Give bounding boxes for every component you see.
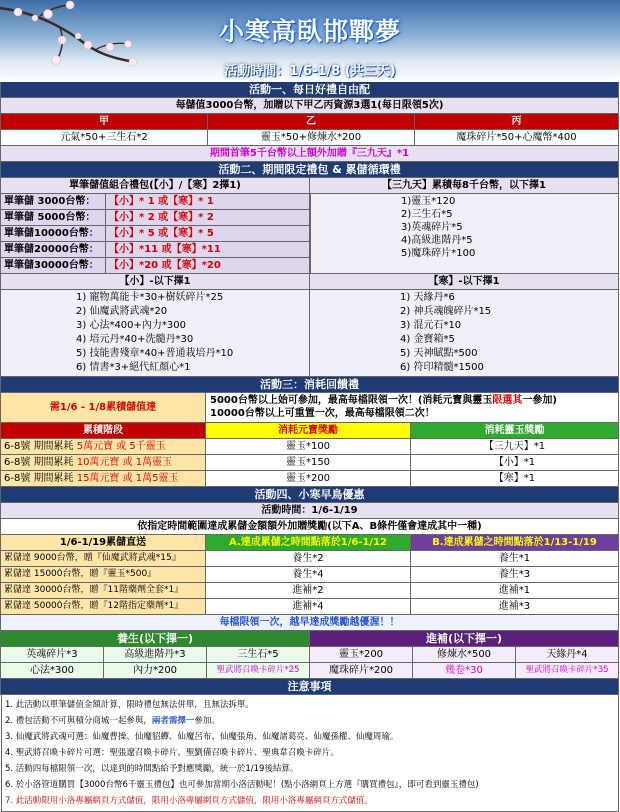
s2-xh-lists (1, 290, 619, 377)
list-item: 6) 情書*3+絕代紅顏心*1 (76, 362, 191, 373)
s2-xh-heads (1, 274, 619, 290)
s4-yj-heads (1, 631, 619, 647)
pack-option: 【小】*20 或【寒】*20 (105, 257, 310, 274)
col-total: 1/6-1/19累儲直送 (0, 534, 206, 551)
s3-rule2: 10000台幣以上可重置一次，最高每檔限領二次！ (210, 408, 435, 419)
xiao-head: 【小】-以下擇1 (0, 273, 310, 290)
yang-item: 聖武將召喚卡碎片*25 (206, 662, 310, 679)
s3-rules (1, 393, 619, 423)
stage-cell (0, 454, 206, 471)
stage-amount: 10萬元寶 或 1萬靈玉 (76, 457, 173, 468)
col-yi: 乙 (207, 113, 415, 130)
xiao-list (0, 289, 310, 377)
list-item: 1) 寵物萬能卡*30+樹妖碎片*25 (76, 292, 224, 303)
item-jia: 元氣*50+三生石*2 (0, 129, 208, 146)
pack-amount: 單筆儲 3000台幣： (0, 193, 106, 210)
stage-amount: 15萬元寶 或 1萬5靈玉 (76, 473, 179, 484)
s4-title-row (1, 487, 619, 503)
note-7: 7. 此活動限用小洛專屬網頁方式儲值，限用小洛專屬網頁方式儲值，限用小洛專屬網頁方式儲值。 (5, 796, 373, 806)
col-b: B.達成累儲之時間點落於1/13-1/19 (410, 534, 619, 551)
col-a: A.達成累儲之時間點落於1/6-1/12 (205, 534, 411, 551)
pack-amount: 單筆儲20000台幣： (0, 241, 106, 258)
section-title: 活動三：消耗回饋禮 (0, 376, 619, 393)
notes-box (1, 694, 619, 812)
yb-reward: 靈玉*100 (205, 438, 411, 455)
a-reward: 養生*2 (205, 550, 411, 567)
pack-list (1, 194, 311, 274)
section-title: 注意事項 (0, 678, 619, 695)
page-title: 小寒高臥邯鄲夢 (218, 17, 401, 46)
total-cell: 累儲達 30000台幣，贈『11階藥劑全套*1』 (0, 582, 206, 599)
b-reward: 進補*1 (410, 582, 619, 599)
section-title: 活動一、每日好禮自由配 (0, 81, 619, 98)
s3-title-row (1, 377, 619, 393)
list-item: 4) 培元丹*40+洗髓丹*30 (76, 334, 194, 345)
sanjiu-head: 【三九天】累積每8千台幣，以下擇1 (309, 177, 619, 194)
list-item: 3)英魂碎片*5 (401, 222, 463, 233)
sanjiu-list (310, 193, 619, 274)
ly-reward: 【三九天】*1 (410, 438, 619, 455)
pack-head: 單筆儲值組合禮包(【小】/【寒】2擇1) (0, 177, 310, 194)
s4-limit-row (1, 615, 619, 631)
s1-subtitle: 每儲值3000台幣，加贈以下甲乙丙資源3選1(每日限領5次) (0, 97, 619, 114)
list-item: 5)魔珠碎片*100 (401, 248, 476, 259)
s3-need: 需1/6 - 1/8累積儲值達 (0, 392, 206, 423)
notes-title-row (1, 679, 619, 695)
yb-reward: 靈玉*200 (205, 470, 411, 487)
list-item: 3) 心法*400+內力*300 (76, 320, 186, 331)
list-item: 5) 天神賦點*500 (400, 348, 478, 359)
ly-reward: 【小】*1 (410, 454, 619, 471)
s1-title-row (1, 82, 619, 98)
note-3: 3. 仙魔武將武魂可選：仙魔曹操、仙魔貂蟬、仙魔呂布、仙魔張角、仙魔諸葛亮、仙魔孫權、仙魔周瑜。 (5, 732, 399, 742)
note-4: 4. 聖武將召喚卡碎片可選：聖張遼召喚卡碎片、聖劉備召喚卡碎片、聖典韋召喚卡碎片。 (5, 748, 339, 758)
yang-item: 心法*300 (0, 662, 104, 679)
yang-item: 內力*200 (103, 662, 207, 679)
table-row (1, 567, 619, 583)
s4-desc-row (1, 519, 619, 535)
yang-item: 英魂碎片*3 (0, 646, 104, 663)
b-reward: 養生*1 (410, 550, 619, 567)
header-banner (0, 0, 620, 82)
col-jia: 甲 (0, 113, 208, 130)
list-item (1, 258, 311, 274)
total-cell: 累儲達 9000台幣，贈『仙魔武將武魂*15』 (0, 550, 206, 567)
list-item: 2) 仙魔武將武魂*20 (76, 306, 168, 317)
s4-time: 活動時間：1/6-1/19 (0, 502, 619, 519)
list-item: 4)高級進階丹*5 (401, 235, 473, 246)
total-cell: 累儲達 15000台幣，贈『靈玉*500』 (0, 566, 206, 583)
jin-item: 天緣丹*4 (515, 646, 619, 663)
s3-rule1-end: 一參加) (522, 395, 557, 406)
list-item: 1) 天緣丹*6 (400, 292, 455, 303)
stage-prefix: 6-8號 期間累耗 (4, 457, 77, 468)
event-dates: 活動時間：1/6-1/8 (共三天) (224, 64, 396, 79)
s2-pack-rows (1, 194, 619, 274)
stage-prefix: 6-8號 期間累耗 (4, 473, 77, 484)
jin-item: 幾卷*30 (412, 662, 516, 679)
list-item: 2) 神兵魂魄碎片*15 (400, 306, 492, 317)
yang-head: 養生(以下擇一) (0, 630, 310, 647)
s3-col-head (1, 423, 619, 439)
s2-heads (1, 178, 619, 194)
stage-amount: 5萬元寶 或 5千靈玉 (76, 441, 166, 452)
jin-head: 進補(以下擇一) (309, 630, 619, 647)
a-reward: 進補*4 (205, 598, 411, 615)
b-reward: 進補*3 (410, 598, 619, 615)
s4-col-head (1, 535, 619, 551)
pack-option: 【小】* 1 或【寒】* 1 (105, 193, 310, 210)
s1-col-head (1, 114, 619, 130)
stage-cell (0, 470, 206, 487)
s3-rule1: 5000台幣以上始可參加，最高每檔限領一次！(消耗元寶與靈玉 (210, 395, 493, 406)
note-6: 6. 於小洛管道購買【3000台幣6千靈玉禮包】也可參加當期小洛活動呢！(點小洛網頁上方選『購買禮包』，即可看到靈玉禮包) (5, 780, 479, 790)
s4-time-row (1, 503, 619, 519)
stage-prefix: 6-8號 期間累耗 (4, 441, 77, 452)
section-title: 活動二、期間限定禮包 & 累儲循環禮 (0, 161, 619, 178)
col-bing: 丙 (414, 113, 619, 130)
jin-item: 魔珠碎片*200 (309, 662, 413, 679)
s1-bonus-row (1, 146, 619, 162)
pack-option: 【小】* 2 或【寒】* 2 (105, 209, 310, 226)
pack-amount: 單筆儲10000台幣： (0, 225, 106, 242)
item-bing: 魔珠碎片*50+心魔幣*400 (414, 129, 619, 146)
jin-item: 靈玉*200 (309, 646, 413, 663)
list-item: 1)靈玉*120 (401, 196, 456, 207)
note-2-text: 2. 禮包活動不可與積分商城一起參與， (5, 716, 152, 726)
col-yb: 消耗元寶獎勵 (205, 422, 411, 439)
total-cell: 累儲達 50000台幣，贈『12階指定藥劑*1』 (0, 598, 206, 615)
list-item (1, 210, 311, 226)
note-5: 5. 活動四每檔限領一次，以達到的時間點給予對應獎勵，統一於1/19後結算。 (5, 764, 299, 774)
stage-cell (0, 438, 206, 455)
a-reward: 養生*4 (205, 566, 411, 583)
table-row (1, 599, 619, 615)
item-yi: 靈玉*50+修煉水*200 (207, 129, 415, 146)
table-row (1, 551, 619, 567)
list-item: 4) 金寶箱*5 (400, 334, 455, 345)
table-row (1, 471, 619, 487)
s1-subtitle-row (1, 98, 619, 114)
table-row (1, 583, 619, 599)
s4-yj-row1 (1, 647, 619, 663)
table-row (1, 439, 619, 455)
list-item: 6) 符印精髓*1500 (400, 362, 484, 373)
note-2-end: 參加。 (194, 716, 220, 726)
list-item (1, 226, 311, 242)
han-list (309, 289, 619, 377)
s3-rule1-emph: 限選其 (492, 395, 523, 406)
list-item: 2)三生石*5 (401, 209, 453, 220)
jin-item: 修煉水*500 (412, 646, 516, 663)
note-2 (5, 713, 615, 729)
col-stage: 累積階段 (0, 422, 206, 439)
a-reward: 進補*2 (205, 582, 411, 599)
s4-yj-row2 (1, 663, 619, 679)
list-item (1, 194, 311, 210)
col-lingyu: 消耗靈玉獎勵 (410, 422, 619, 439)
b-reward: 養生*3 (410, 566, 619, 583)
list-item (1, 242, 311, 258)
pack-option: 【小】*11 或【寒】*11 (105, 241, 310, 258)
list-item: 5) 技能書殘章*40+普通栽培丹*10 (76, 348, 234, 359)
s3-rule-box (205, 392, 619, 423)
s4-desc: 依指定時間範圍達成累儲金額額外加贈獎勵(以下A、B條件僅會達成其中一種) (0, 518, 619, 535)
note-1: 1. 此活動以單筆儲值金額計算，限時禮包無法併單，且無法拆單。 (5, 700, 254, 710)
pack-option: 【小】* 5 或【寒】* 5 (105, 225, 310, 242)
s4-limit: 每檔限領一次，越早達成獎勵越優渥！！ (0, 614, 619, 631)
table-row (1, 455, 619, 471)
note-2-emph: 兩者需擇一 (151, 716, 195, 726)
yang-item: 三生石*5 (206, 646, 310, 663)
ly-reward: 【寒】*1 (410, 470, 619, 487)
han-head: 【寒】-以下擇1 (309, 273, 619, 290)
yang-item: 高級進階丹*3 (103, 646, 207, 663)
s2-title-row (1, 162, 619, 178)
s1-items (1, 130, 619, 146)
list-item: 3) 混元石*10 (400, 320, 462, 331)
section-title: 活動四、小寒早鳥優惠 (0, 486, 619, 503)
pack-amount: 單筆儲 5000台幣： (0, 209, 106, 226)
jin-item: 聖武將召喚卡碎片*35 (515, 662, 619, 679)
pack-amount: 單筆儲30000台幣： (0, 257, 106, 274)
s1-bonus: 期間首筆5千台幣以上額外加贈『三九天』*1 (0, 145, 619, 162)
yb-reward: 靈玉*150 (205, 454, 411, 471)
